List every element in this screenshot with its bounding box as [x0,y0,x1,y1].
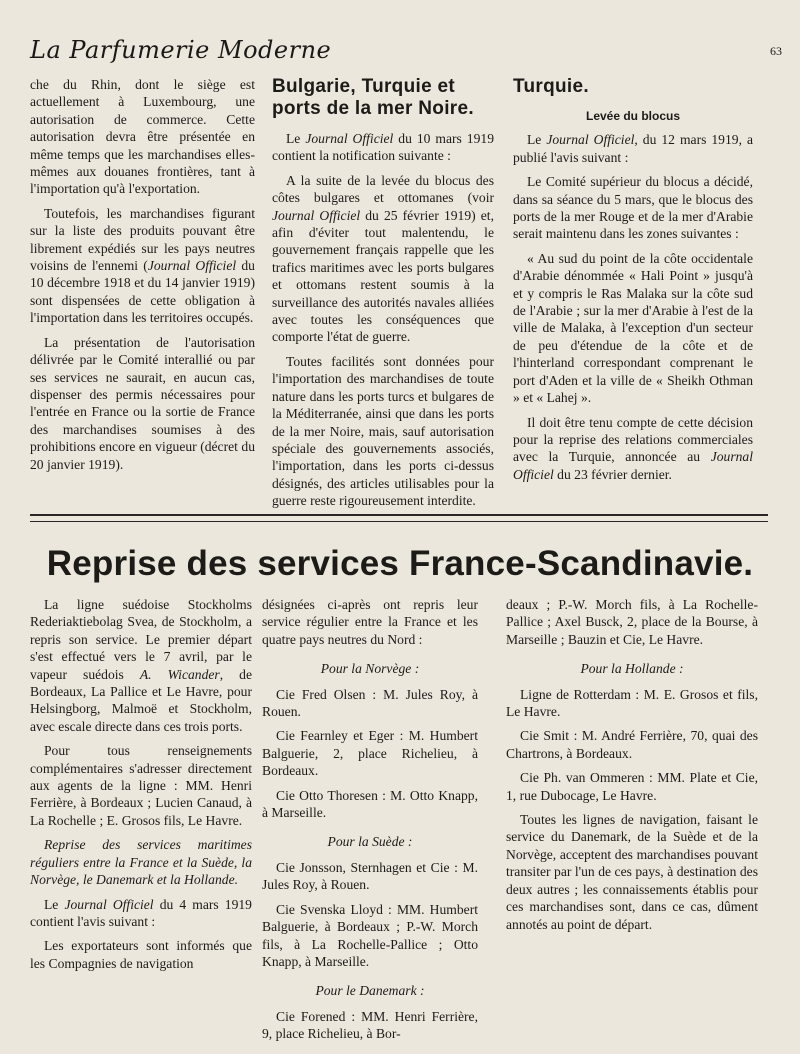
paragraph: Pour tous renseignements complémentaires s'adresser directement aux agents de la ligne : MM. Henri Ferrière, à Bordeaux ; Lucien Canaud, à La Rochelle ; E. Grosos fils, Le Havre. [30,743,252,828]
paragraph: Les exportateurs sont informés que les Compagnies de navigation [30,938,252,971]
column-3-turquie [513,76,753,490]
paragraph: che du Rhin, dont le siège est actuellement à Luxembourg, une autorisation de commerce. Cette autorisation devra être présentée en même temps que les marchandises elles-mêmes aux douanes frontières, tant à l'importation qu'à l'exportation. [30,77,255,197]
paragraph: Toutefois, les marchandises figurant sur la liste des produits pouvant être librement expédiés sur les pays neutres voisins de l'ennemi (Journal Officiel du 10 décembre 1918 et du 14 janvier 1919) sont dispensées de cette obligation à l'importation dans les territoires occupés. [30,205,255,326]
paragraph: deaux ; P.-W. Morch fils, à La Rochelle-Pallice ; Axel Busck, 2, place de la Bourse, à Marseille ; Bauzin et Cie, Le Havre. [506,597,758,647]
paragraph: Il doit être tenu compte de cette décision pour la reprise des relations commerciales avec la Turquie, annoncée au Journal Officiel du 23 février dernier. [513,414,753,482]
section-heading: Turquie. [513,76,589,97]
paragraph: désignées ci-après ont repris leur service régulier entre la France et les quatre pays neutres du Nord : [262,597,478,647]
article-column-2 [262,596,478,1050]
paragraph: Toutes les lignes de navigation, faisant le service du Danemark, de la Suède et de la Norvège, acceptent des marchandises pouvant transiter par l'un de ces pays, à destination des deux autres ; les connaissements établis pour ces marchandises sont, dans ce cas, dûment annotés au point de départ. [506,812,758,932]
divider-rule [30,521,768,522]
paragraph: Le Journal Officiel du 10 mars 1919 contient la notification suivante : [272,131,494,164]
paragraph: Cie Ph. van Ommeren : MM. Plate et Cie, 1, rue Dubocage, Le Havre. [506,770,758,803]
article-title: Reprise des services France-Scandinavie. [46,544,754,583]
paragraph: « Au sud du point de la côte occidentale d'Arabie dénommée « Hali Point » jusqu'à et y compris le Ras Malaka sur la côte sud de l'Arabie ; sur la mer d'Arabie à l'est de la ville de Malaka, à l'exception d'un secteur de peu d'étendue de la côte et de l'hinterland correspondant comprenant le port d'Aden et la ville de « Sheikh Othman » et « Lahej ». [513,250,753,406]
italic-subheading: Reprise des services maritimes réguliers entre la France et la Suède, la Norvège, le Danemark et la Hollande. [30,837,252,888]
paragraph: La présentation de l'autorisation délivrée par le Comité interallié ou par ses services ne saurait, en aucun cas, dispenser des permis nécessaires pour l'entrée en France ou la sortie de France des marchandises soumises à des prohibitions encore en vigueur (décret du 20 janvier 1919). [30,334,255,472]
page-header [30,30,782,70]
paragraph: Le Journal Officiel, du 12 mars 1919, a publié l'avis suivant : [513,132,753,165]
section-heading: Bulgarie, Turquie et ports de la mer Noire. [272,76,474,119]
country-subheading: Pour le Danemark : [315,983,425,999]
paragraph: Cie Forened : MM. Henri Ferrière, 9, place Richelieu, à Bor- [262,1008,478,1042]
article-column-1 [30,596,252,979]
paragraph: Cie Jonsson, Sternhagen et Cie : M. Jules Roy, à Rouen. [262,859,478,893]
column-1-continuation [30,76,255,480]
page-number: 63 [770,44,782,58]
divider-rule [30,514,768,516]
country-subheading: Pour la Suède : [327,834,413,850]
paragraph: A la suite de la levée du blocus des côtes bulgares et ottomanes (voir Journal Officiel du 25 février 1919) et, afin d'éviter tout malentendu, le gouvernement français rappelle que les trafics maritimes avec les ports bulgares et ottomans restent soumis à la surveillance des autorités navales alliées avec toutes les conséquences que comporte l'état de guerre. [272,172,494,345]
paragraph: La ligne suédoise Stockholms Rederiaktiebolag Svea, de Stockholm, a repris son service. Le premier départ s'est effectué vers le 7 avril, par le vapeur suédois A. Wicander, de Bordeaux, La Pallice et Le Havre, pour Helsingborg, Malmoë et Stockholm, avec escale directe dans ces trois ports. [30,597,252,734]
column-2-bulgarie [272,76,494,517]
country-subheading: Pour la Hollande : [580,661,684,677]
paragraph: Cie Fred Olsen : M. Jules Roy, à Rouen. [262,686,478,720]
paragraph: Ligne de Rotterdam : M. E. Grosos et fils, Le Havre. [506,686,758,720]
paragraph: Toutes facilités sont données pour l'importation des marchandises de toute nature dans les ports turcs et bulgares de la Méditerranée, ainsi que dans les ports de la mer Noire, mais, sauf autorisation spéciale des gouvernements associés, l'importation, dans les ports ci-dessus désignés, des articles utilisables pour la guerre reste rigoureusement interdite. [272,353,494,509]
section-subheading: Levée du blocus [585,109,681,123]
country-subheading: Pour la Norvège : [320,661,420,677]
paragraph: Le Journal Officiel du 4 mars 1919 contient l'avis suivant : [30,896,252,929]
article-column-3 [506,596,758,940]
paragraph: Le Comité supérieur du blocus a décidé, dans sa séance du 5 mars, que le blocus des ports de la mer Rouge et de la mer d'Arabie serait maintenu dans les zones suivantes : [513,174,753,242]
magazine-logo: La Parfumerie Moderne [30,36,332,64]
paragraph: Cie Smit : M. André Ferrière, 70, quai des Chartrons, à Bordeaux. [506,728,758,761]
paragraph: Cie Svenska Lloyd : MM. Humbert Balguerie, à Bordeaux ; P.-W. Morch fils, à La Rochelle-Pallice ; Otto Knapp, à Marseille. [262,901,478,969]
paragraph: Cie Fearnley et Eger : M. Humbert Balguerie, 2, place Richelieu, à Bordeaux. [262,728,478,779]
paragraph: Cie Otto Thoresen : M. Otto Knapp, à Marseille. [262,787,478,821]
